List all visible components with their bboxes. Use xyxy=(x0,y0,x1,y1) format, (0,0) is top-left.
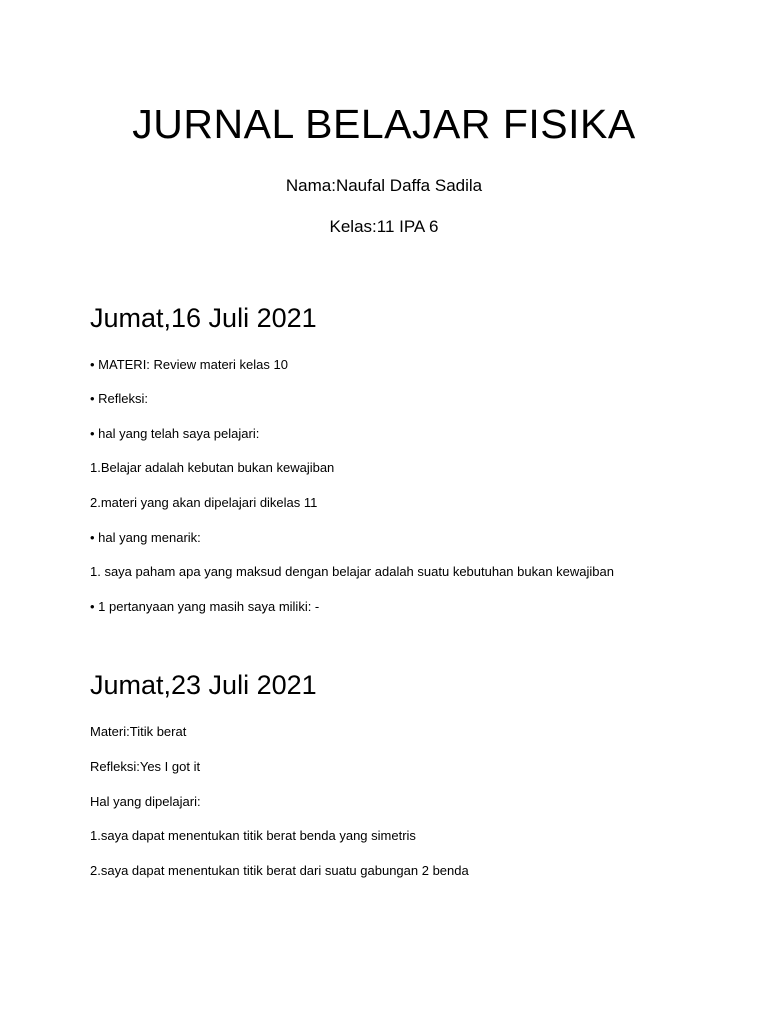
entry-2-line-learned-2: 2.saya dapat menentukan titik berat dari suatu gabungan 2 benda xyxy=(90,863,469,878)
entry-1-line-refleksi: • Refleksi: xyxy=(90,391,149,406)
student-class: Kelas:11 IPA 6 xyxy=(329,217,439,236)
entry-2-line-refleksi: Refleksi:Yes I got it xyxy=(90,759,201,774)
entry-1-line-learned-2: 2.materi yang akan dipelajari dikelas 11 xyxy=(90,495,318,510)
entry-2-line-learned-heading: Hal yang dipelajari: xyxy=(90,794,201,809)
entry-1-line-interesting-1: 1. saya paham apa yang maksud dengan belajar adalah suatu kebutuhan bukan kewajiban xyxy=(90,564,614,579)
entry-1-line-learned-1: 1.Belajar adalah kebutan bukan kewajiban xyxy=(90,460,335,475)
entry-1-line-interesting-heading: • hal yang menarik: xyxy=(90,530,201,545)
entry-1-line-materi: • MATERI: Review materi kelas 10 xyxy=(90,357,288,372)
entry-date-1: Jumat,16 Juli 2021 xyxy=(90,303,317,333)
entry-1-line-question: • 1 pertanyaan yang masih saya miliki: - xyxy=(90,599,320,614)
document-title: JURNAL BELAJAR FISIKA xyxy=(132,101,636,147)
student-name: Nama:Naufal Daffa Sadila xyxy=(285,176,483,195)
entry-2-line-learned-1: 1.saya dapat menentukan titik berat benda yang simetris xyxy=(90,828,416,843)
entry-2-line-materi: Materi:Titik berat xyxy=(90,724,187,739)
entry-date-2: Jumat,23 Juli 2021 xyxy=(90,670,317,700)
entry-1-line-learned-heading: • hal yang telah saya pelajari: xyxy=(90,426,260,441)
